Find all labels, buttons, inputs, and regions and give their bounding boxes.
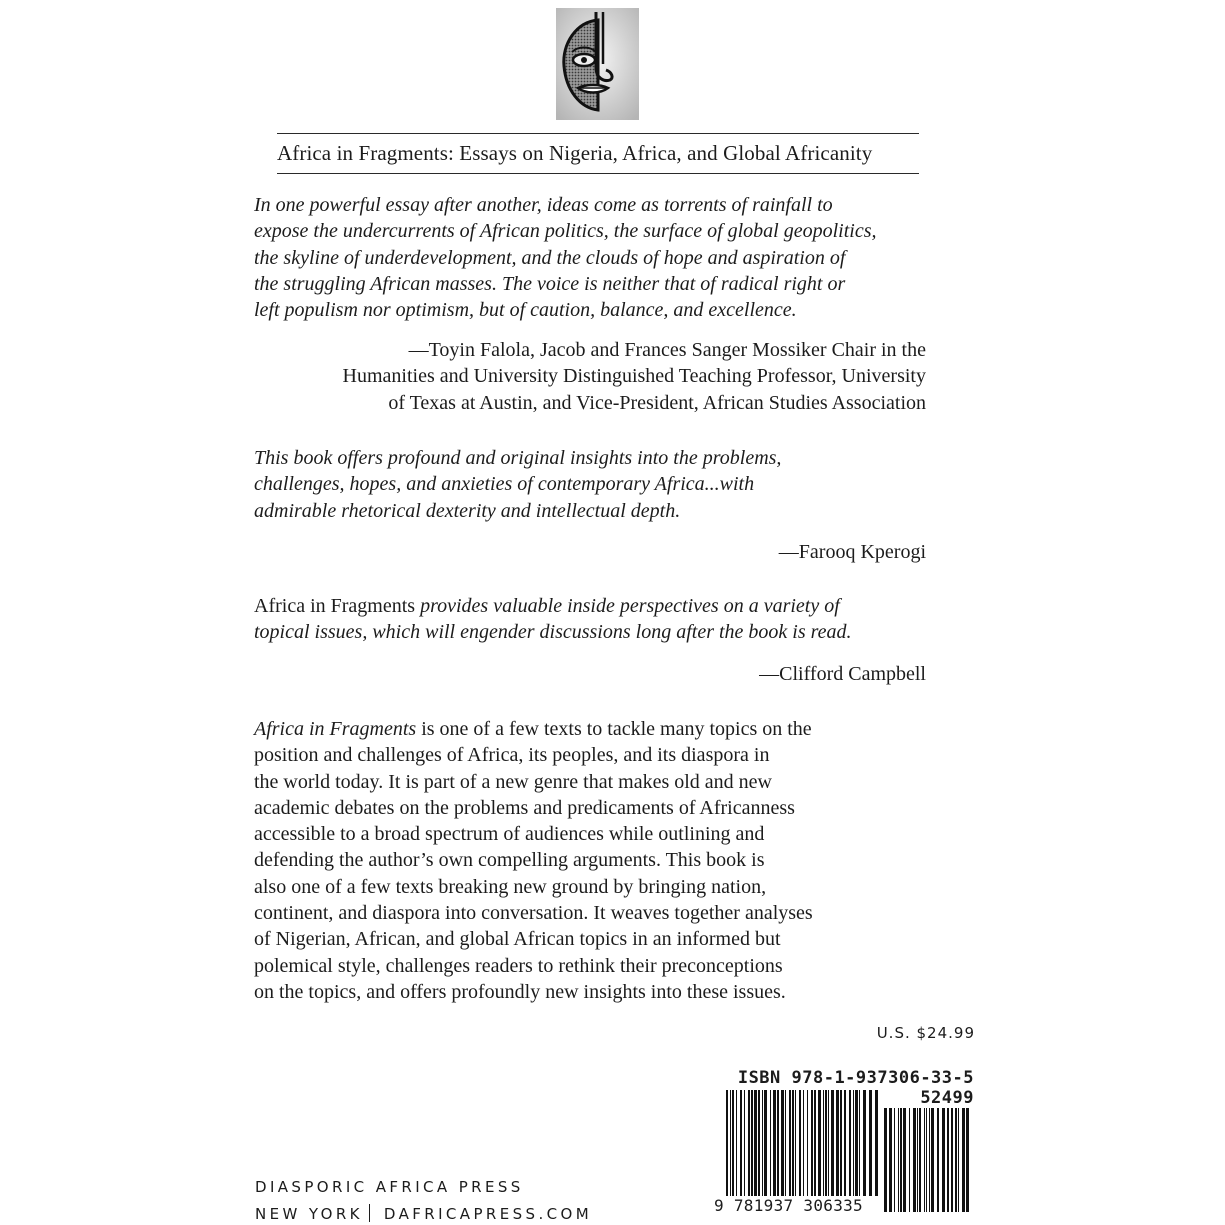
barcode-bar: [859, 1090, 860, 1212]
barcode-bar: [962, 1108, 965, 1212]
barcode-bar: [863, 1090, 866, 1212]
barcode-bar: [884, 1108, 887, 1212]
barcode-bar: [758, 1090, 760, 1212]
barcode-bar: [770, 1090, 771, 1212]
barcode-bar: [789, 1090, 791, 1212]
barcode-bar: [828, 1090, 829, 1212]
blurb-line: topical issues, which will engender discussions long after the book is read.: [254, 621, 852, 644]
barcode-bar: [942, 1108, 945, 1212]
barcode-bar: [748, 1090, 750, 1212]
attribution-line: —Clifford Campbell: [759, 663, 926, 685]
barcode-bar: [849, 1090, 851, 1212]
barcode-bar: [807, 1090, 808, 1212]
blurb-line: left populism nor optimism, but of caution, balance, and excellence.: [254, 299, 797, 322]
description-line: also one of a few texts breaking new ground by bringing nation,: [254, 875, 767, 898]
barcode-bar: [955, 1108, 957, 1212]
barcode-bar: [785, 1090, 786, 1212]
barcode-bar: [937, 1108, 939, 1212]
book-description: [254, 716, 813, 1005]
barcode-ean-number: 9 781937 306335: [714, 1196, 880, 1215]
barcode-bar: [732, 1090, 734, 1212]
barcode-bar: [814, 1090, 816, 1212]
barcode-supplement-bars: [884, 1108, 969, 1212]
barcode-bar: [924, 1108, 925, 1212]
description-line: position and challenges of Africa, its peoples, and its diaspora in: [254, 744, 770, 767]
blurb-line: admirable rhetorical dexterity and intellectual depth.: [254, 499, 681, 522]
barcode-bar: [869, 1090, 872, 1212]
barcode-bar: [900, 1108, 902, 1212]
separator: [369, 1204, 370, 1222]
face-mask-icon: [556, 8, 639, 120]
barcode-bar: [740, 1090, 742, 1212]
book-title: Africa in Fragments: Essays on Nigeria, Africa, and Global Africanity: [277, 141, 873, 165]
barcode-bar: [754, 1090, 757, 1212]
barcode-bar: [919, 1108, 921, 1212]
description-line: polemical style, challenges readers to rethink their preconceptions: [254, 954, 783, 977]
description-line: [254, 716, 813, 742]
publisher-location-line: [255, 1204, 592, 1223]
blurb-line: [254, 593, 852, 619]
barcode-bar: [958, 1108, 959, 1212]
barcode-bar: [777, 1090, 779, 1212]
barcode-bar: [889, 1108, 892, 1212]
barcode-bar: [751, 1090, 753, 1212]
title-top-rule: [277, 133, 919, 134]
barcode-bar: [764, 1090, 767, 1212]
description-line: accessible to a broad spectrum of audiences while outlining and: [254, 823, 765, 846]
description-line: on the topics, and offers profoundly new insights into these issues.: [254, 980, 786, 1003]
barcode-bar: [823, 1090, 824, 1212]
book-title-inline: Africa in Fragments: [254, 595, 416, 617]
publisher-website: DAFRICAPRESS.COM: [383, 1205, 593, 1223]
description-line: academic debates on the problems and predicaments of Africanness: [254, 796, 795, 819]
barcode-bar: [855, 1090, 858, 1212]
description-line: continent, and diaspora into conversation. It weaves together analyses: [254, 902, 813, 925]
description-line: defending the author’s own compelling arguments. This book is: [254, 849, 765, 872]
isbn-label: ISBN 978-1-937306-33-5: [737, 1068, 974, 1088]
blurb-line: This book offers profound and original insights into the problems,: [254, 447, 782, 469]
barcode-bar: [762, 1090, 763, 1212]
blurb-line: challenges, hopes, and anxieties of contemporary Africa...with: [254, 473, 755, 496]
barcode-bar: [966, 1108, 969, 1212]
blurb-attribution-1: [254, 337, 926, 416]
blurb-line: the skyline of underdevelopment, and the clouds of hope and aspiration of: [254, 246, 846, 269]
blurb-attribution-3: [254, 661, 926, 687]
barcode-bar: [818, 1090, 821, 1212]
barcode-bar: [726, 1090, 728, 1212]
description-text: is one of a few texts to tackle many topics on the: [416, 718, 812, 740]
barcode-bar: [799, 1090, 801, 1212]
barcode-bar: [831, 1090, 834, 1212]
barcode-main-bars: [726, 1090, 878, 1212]
blurb-attribution-2: [254, 539, 926, 565]
blurb-quote-3: [254, 593, 852, 646]
publisher-city: NEW YORK: [255, 1205, 363, 1223]
barcode-bar: [913, 1108, 916, 1212]
barcode-bar: [875, 1090, 878, 1212]
attribution-line: Humanities and University Distinguished Teaching Professor, University: [342, 365, 926, 388]
blurb-line: expose the undercurrents of African politics, the surface of global geopolitics,: [254, 220, 877, 243]
blurb-line: the struggling African masses. The voice is neither that of radical right or: [254, 272, 846, 295]
barcode-bar: [836, 1090, 839, 1212]
barcode-bar: [803, 1090, 804, 1212]
barcode-bar: [853, 1090, 854, 1212]
barcode-bar: [926, 1108, 927, 1212]
attribution-line: of Texas at Austin, and Vice-President, African Studies Association: [388, 391, 926, 414]
barcode-bar: [909, 1108, 910, 1212]
barcode-bar: [947, 1108, 949, 1212]
barcode-supplement-number: 52499: [880, 1088, 974, 1108]
barcode-bar: [951, 1108, 953, 1212]
barcode-bar: [773, 1090, 776, 1212]
barcode-bar: [730, 1090, 731, 1212]
barcode-bar: [894, 1108, 895, 1212]
attribution-line: —Toyin Falola, Jacob and Frances Sanger Mossiker Chair in the: [408, 339, 926, 361]
barcode-bar: [744, 1090, 745, 1212]
blurb-quote-1: [254, 192, 877, 323]
barcode-bar: [781, 1090, 784, 1212]
price-label: U.S. $24.99: [876, 1024, 975, 1042]
attribution-line: —Farooq Kperogi: [778, 541, 926, 563]
barcode-bar: [795, 1090, 796, 1212]
barcode-bar: [736, 1090, 737, 1212]
book-title-inline: Africa in Fragments: [254, 718, 417, 740]
barcode-bar: [917, 1108, 918, 1212]
description-line: of Nigerian, African, and global African topics in an informed but: [254, 928, 781, 951]
description-line: the world today. It is part of a new genre that makes old and new: [254, 770, 772, 793]
barcode-bar: [931, 1108, 934, 1212]
barcode-bar: [903, 1108, 906, 1212]
barcode-bar: [898, 1108, 899, 1212]
barcode-bar: [844, 1090, 846, 1212]
barcode-bar: [840, 1090, 842, 1212]
blurb-text: provides valuable inside perspectives on a variety of: [415, 595, 840, 617]
barcode-bar: [825, 1090, 827, 1212]
barcode-bar: [811, 1090, 813, 1212]
barcode-bar: [792, 1090, 794, 1212]
blurb-line: In one powerful essay after another, ideas come as torrents of rainfall to: [254, 194, 833, 216]
barcode-bar: [929, 1108, 930, 1212]
blurb-quote-2: [254, 445, 781, 524]
title-bottom-rule: [277, 173, 919, 174]
publisher-name: DIASPORIC AFRICA PRESS: [255, 1178, 524, 1196]
